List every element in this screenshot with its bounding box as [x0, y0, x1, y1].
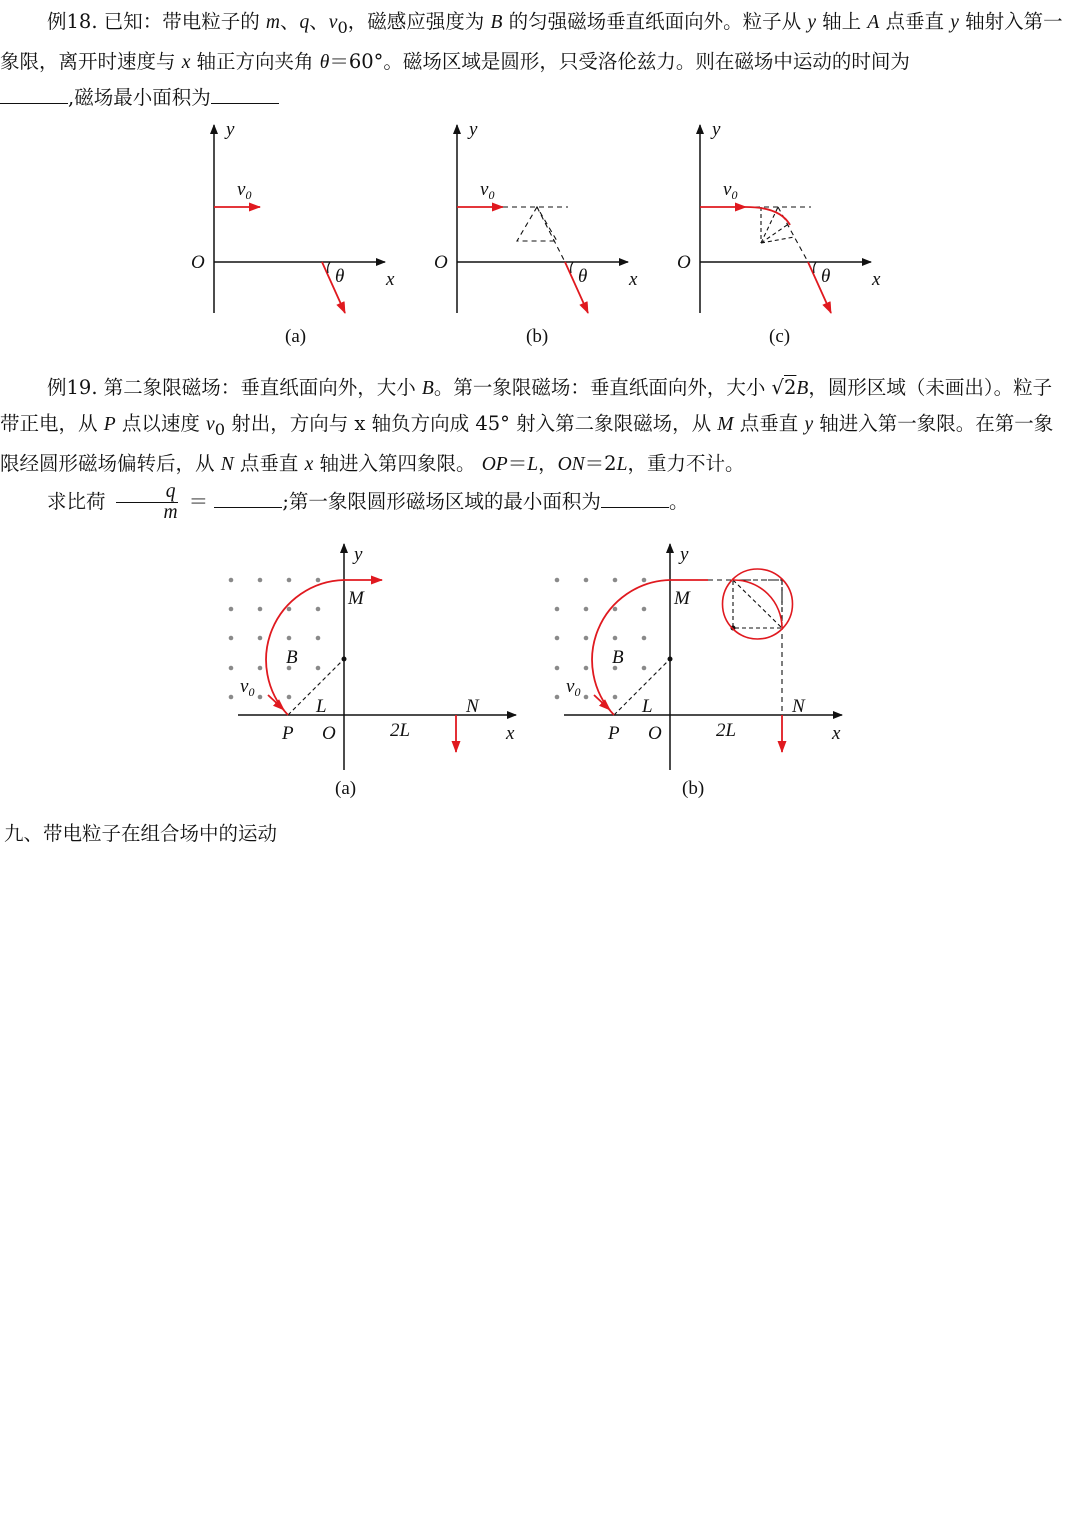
example-19-text: 例19. 第二象限磁场：垂直纸面向外，大小 B。第一象限磁场：垂直纸面向外，大小 √2B，圆形区域（未画出）。粒子带正电，从 P 点以速度 $v_0$ 射出，方向与 x 轴负方向成 45° 射入第二象限磁场，从 M 点垂直 y 轴进入第一象限。在第一象限经圆形磁场偏转后，从 N 点垂直 x 轴进入第四象限。 OP＝L，ON＝2L，重力不计。: [0, 376, 1054, 475]
figure-caption: (c): [769, 326, 791, 347]
y-axis-label: y: [469, 119, 478, 140]
section-heading: 九、带电粒子在组合场中的运动: [4, 822, 278, 845]
figure-19a: [229, 544, 516, 799]
answer-blank: [214, 489, 282, 508]
trajectory-arc: [746, 207, 790, 225]
origin-label: O: [322, 723, 336, 744]
x-axis-label: x: [386, 269, 395, 290]
angle-arc: [814, 262, 816, 273]
answer-blank: [601, 489, 669, 508]
theta-label: θ: [578, 266, 588, 287]
angle-arc: [328, 262, 330, 273]
point-p-label: P: [608, 723, 620, 744]
dashed-chord: [761, 237, 794, 243]
point-n-label: N: [792, 696, 805, 717]
length-l-label: L: [642, 696, 653, 717]
figure-caption: (b): [526, 326, 549, 347]
field-b-label: B: [612, 647, 624, 668]
origin-label: O: [434, 252, 448, 273]
field-b-label: B: [286, 647, 298, 668]
length-2l-label: 2L: [716, 720, 737, 741]
y-axis-label: y: [712, 119, 721, 140]
length-l-label: L: [316, 696, 327, 717]
charge-mass-ratio: $\frac{q}{m}$: [116, 482, 179, 523]
figure-18b: [434, 119, 638, 347]
origin-label: O: [648, 723, 662, 744]
dashed-diagonal: [733, 580, 782, 628]
x-axis-label: x: [506, 723, 515, 744]
theta-label: θ: [335, 266, 345, 287]
v0-label: $v_0$: [566, 676, 581, 699]
y-axis-label: y: [680, 544, 689, 565]
figure-caption: (a): [335, 778, 357, 799]
origin-label: O: [191, 252, 205, 273]
figure-19b: [555, 544, 842, 799]
answer-blank: [0, 85, 68, 104]
example-label: 例18.: [47, 10, 98, 33]
angle-arc: [571, 262, 573, 273]
dashed-extension: [537, 207, 565, 262]
orbit-center: [668, 657, 673, 662]
trajectory-arc: [266, 580, 344, 715]
answer-blank: [211, 85, 279, 104]
v0-label: $v_0$: [240, 676, 255, 699]
example-label: 例19.: [47, 376, 98, 399]
x-axis-label: x: [872, 269, 881, 290]
example-19-question: 求比荷 $\frac{q}{m}$ ＝ ;第一象限圆形磁场区域的最小面积为 。: [47, 481, 689, 523]
point-m-label: M: [348, 588, 364, 609]
example-18-figures: [180, 115, 900, 355]
dashed-triangle: [517, 207, 557, 241]
v0-label: $v_0$: [480, 179, 495, 202]
v0-label: $v_0$: [237, 179, 252, 202]
example-18-text: 例18. 已知：带电粒子的 m、q、$v_0$，磁感应强度为 B 的匀强磁场垂直纸面向外。粒子从 y 轴上 A 点垂直 y 轴射入第一象限，离开时速度与 x 轴正方向夹角 θ＝60°。磁场区域是圆形，只受洛伦兹力。则在磁场中运动的时间为 ,磁场最小面积为: [0, 10, 1063, 109]
point-p-label: P: [282, 723, 294, 744]
point-n-label: N: [466, 696, 479, 717]
example-19-figures: [222, 538, 862, 808]
trajectory-arc: [592, 580, 670, 715]
figure-18a: [191, 119, 395, 347]
length-2l-label: 2L: [390, 720, 411, 741]
x-axis-label: x: [832, 723, 841, 744]
figure-caption: (a): [285, 326, 307, 347]
point-m-label: M: [674, 588, 690, 609]
theta-label: θ: [821, 266, 831, 287]
orbit-center: [342, 657, 347, 662]
origin-label: O: [677, 252, 691, 273]
y-axis-label: y: [226, 119, 235, 140]
figure-18c: [677, 119, 881, 347]
v0-label: $v_0$: [723, 179, 738, 202]
y-axis-label: y: [354, 544, 363, 565]
x-axis-label: x: [629, 269, 638, 290]
figure-caption: (b): [682, 778, 705, 799]
